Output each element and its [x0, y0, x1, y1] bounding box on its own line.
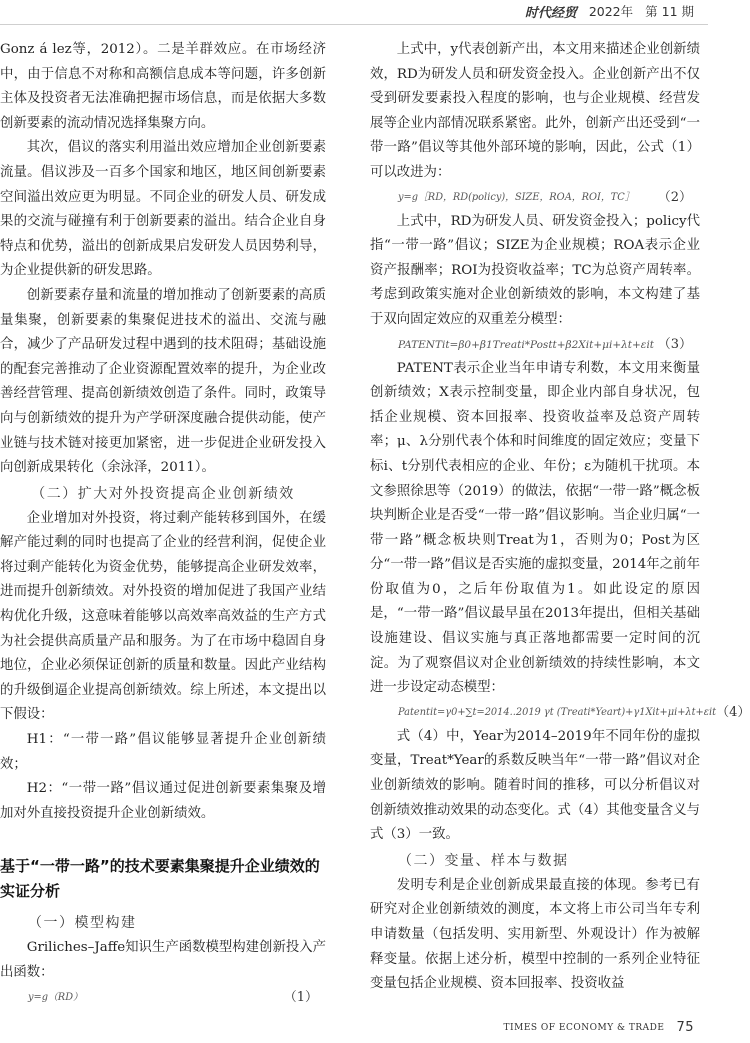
paragraph: Griliches–Jaffe知识生产函数模型构建创新投入产出函数：: [0, 940, 327, 980]
paragraph: 创新要素存量和流量的增加推动了创新要素的高质量集聚，创新要素的集聚促进技术的溢出、交流与融合，减少了产品研发过程中遇到的技术阻碍；基础设施的配套完善推动了企业资源配置效率的提升，为企业改善经营管理、提高创新绩效创造了条件。同时，政策导向与创新绩效的提升为产学研深度融合提供动能，使产业链与技术链对接更加紧密，进一步促进企业研发投入向创新成果转化（余泳泽，2011）。: [0, 287, 326, 476]
paragraph: PATENT表示企业当年申请专利数，本文用来衡量创新绩效；X表示控制变量，即企业内部自身状况，包括企业规模、资本回报率、投资收益率及总资产周转率；μ、λ分别代表个体和时间维度的固定效应；变量下标i、t分别代表相应的企业、年份；ε为随机干扰项。本文参照徐思等（2019）的做法，依据“一带一路”概念板块判断企业是否受“一带一路”倡议影响。当企业归属“一带一路”概念板块则Treat为1，否则为0；Post为区分“一带一路”倡议是否实施的虚拟变量，2014年之前年份取值为0，之后年份取值为1。如此设定的原因是，“一带一路”倡议最早虽在2013年提出，但相关基础设施建设、倡议实施与真正落地都需要一定时间的沉淀。为了观察倡议对企业创新绩效的持续性影响，本文进一步设定动态模型：: [370, 360, 700, 696]
header-divider: [0, 24, 708, 25]
equation-number: （4）: [716, 704, 750, 720]
equation-number: （3）: [657, 336, 692, 352]
paragraph: Gonz á lez等，2012）。二是羊群效应。在市场经济中，由于信息不对称和高额信息成本等问题，许多创新主体及投资者无法准确把握市场信息，而是依据大多数创新要素的流动情况选择集聚方向。: [0, 42, 326, 131]
right-column: [370, 38, 750, 997]
equation-body: PATENTit=β0+β1Treati*Postt+β2Xit+μi+λt+εit: [398, 338, 655, 351]
journal-name: 时代经贸: [524, 5, 577, 21]
journal-english-name: TIMES OF ECONOMY & TRADE: [503, 1022, 665, 1033]
equation-4: [370, 701, 750, 725]
subsection-heading: （一）模型构建: [28, 915, 137, 932]
equation-1: [0, 986, 326, 1010]
equation-2: [370, 186, 700, 210]
page-footer: [504, 1020, 694, 1035]
paragraph: 其次，倡议的落实利用溢出效应增加企业创新要素流量。倡议涉及一百多个国家和地区，地区间创新要素空间溢出效应更为明显。不同企业的研发人员、研发成果的交流与碰撞有利于创新要素的溢出。结合企业自身特点和优势，溢出的创新成果启发研发人员因势利导，为企业提供新的研发思路。: [0, 140, 326, 279]
subsection-heading: （二）扩大对外投资提高企业创新绩效: [31, 485, 295, 502]
equation-3: [370, 333, 700, 357]
section-heading: 基于“一带一路”的技术要素集聚提升企业绩效的实证分析: [0, 857, 320, 901]
equation-number: （2）: [657, 189, 692, 205]
journal-issue: 第 11 期: [645, 4, 694, 19]
subsection-heading: （二）变量、样本与数据: [398, 852, 569, 869]
page-header: [525, 0, 694, 22]
paragraph: 上式中，y代表创新产出，本文用来描述企业创新绩效，RD为研发人员和研发资金投入。企业创新产出不仅受到研发要素投入程度的影响，也与企业规模、经营发展等企业内部情况联系紧密。此外，创新产出还受到“一带一路”倡议等其他外部环境的影响，因此，公式（1）可以改进为：: [370, 42, 700, 180]
paragraph: 上式中，RD为研发人员、研发资金投入；policy代指“一带一路”倡议；SIZE为企业规模；ROA表示企业资产报酬率；ROI为投资收益率；TC为总资产周转率。考虑到政策实施对企业创新绩效的影响，本文构建了基于双向固定效应的双重差分模型：: [370, 213, 700, 327]
paragraph: 企业增加对外投资，将过剩产能转移到国外，在缓解产能过剩的同时也提高了企业的经营利润，促使企业将过剩产能转化为资金优势，能够提高企业研发效率，进而提升创新绩效。对外投资的增加促进了我国产业结构优化升级，这意味着能够以高效率高效益的生产方式为社会提供高质量产品和服务。为了在市场中稳固自身地位，企业必须保证创新的质量和数量。因此产业结构的升级倒逼企业提高创新绩效。综上所述，本文提出以下假设：: [0, 510, 326, 723]
paragraph: 发明专利是企业创新成果最直接的体现。参考已有研究对企业创新绩效的测度，本文将上市公司当年专利申请数量（包括发明、实用新型、外观设计）作为被解释变量。依据上述分析，模型中控制的一系列企业特征变量包括企业规模、资本回报率、投资收益: [370, 877, 700, 992]
equation-body: y=g（RD）: [28, 991, 83, 1003]
hypothesis-1: H1：“一带一路”倡议能够显著提升企业创新绩效；: [0, 732, 326, 772]
equation-body: Patentit=γ0+∑t=2014..2019 γt (Treati*Yeart)+γ1Xit+μi+λt+εit: [398, 706, 717, 718]
page-number: 75: [676, 1020, 694, 1035]
journal-year: 2022年: [588, 4, 634, 19]
equation-body: y=g［RD，RD(policy)，SIZE，ROA，ROI，TC］: [398, 191, 635, 203]
equation-number: （1）: [283, 989, 318, 1005]
hypothesis-2: H2：“一带一路”倡议通过促进创新要素集聚及增加对外直接投资提升企业创新绩效。: [0, 781, 326, 821]
left-column: [0, 38, 326, 1010]
paragraph: 式（4）中，Year为2014–2019年不同年份的虚拟变量，Treat*Year的系数反映当年“一带一路”倡议对企业创新绩效的影响。随着时间的推移，可以分析倡议对创新绩效推动效果的动态变化。式（4）其他变量含义与式（3）一致。: [370, 728, 700, 843]
